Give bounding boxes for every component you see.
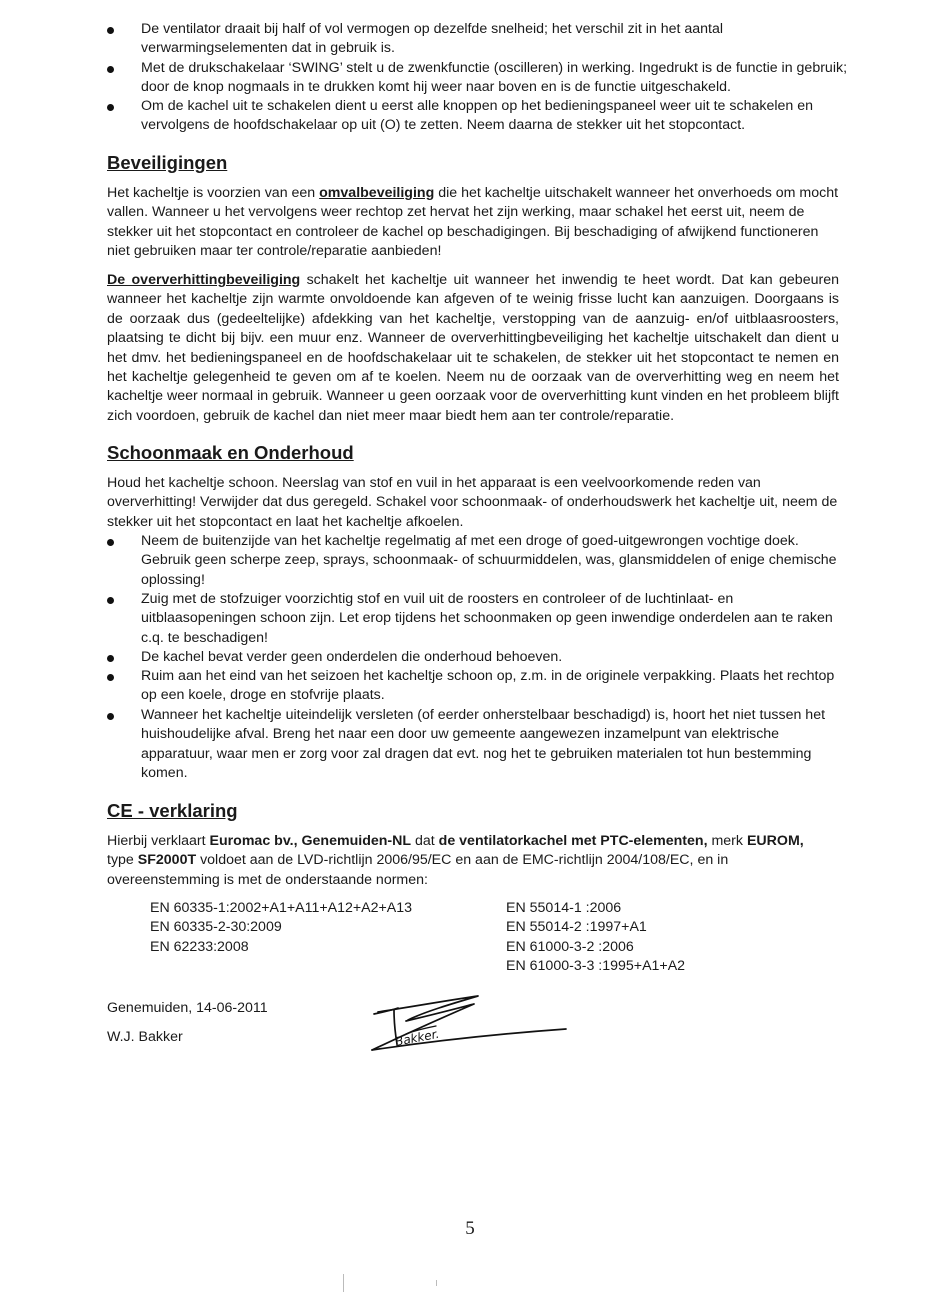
signature-text: Bakker. [393, 1026, 441, 1049]
bullet-icon [107, 66, 114, 73]
standards-list-left [150, 899, 412, 957]
bullet-icon [107, 674, 114, 681]
paragraph-onderhoud-intro: Houd het kacheltje schoon. Neerslag van stof en vuil in het apparaat is een veelvoorkomende reden van oververhitting! Verwijder dat dus geregeld. Schakel voor schoonmaak- of onderhoudswerk het kacheltje uit, neem de stekker uit het stopcontact en laat het kacheltje afkoelen. [107, 475, 838, 530]
bullet-icon [107, 713, 114, 720]
place-date: Genemuiden, 14-06-2011 [107, 1000, 268, 1016]
standard-item: EN 55014-1 :2006 [506, 900, 622, 916]
term-omvalbeveiliging: omvalbeveiliging [319, 185, 435, 201]
standard-item: EN 61000-3-3 :1995+A1+A2 [506, 958, 686, 975]
standard-item: EN 61000-3-2 :2006 [506, 938, 634, 955]
standard-item: EN 60335-2-30:2009 [150, 919, 282, 936]
signature [366, 990, 576, 1056]
list-item: Ruim aan het eind van het seizoen het kacheltje schoon op, z.m. in de originele verpakking. Plaats het rechtop op een koele, droge en stofvrije plaats. [107, 667, 847, 706]
standard-item: EN 55014-2 :1997+A1 [506, 919, 647, 936]
list-item: De kachel bevat verder geen onderdelen die onderhoud behoeven. [107, 648, 847, 667]
bullet-icon [107, 539, 114, 546]
list-item: Neem de buitenzijde van het kacheltje regelmatig af met een droge of goed-uitgewrongen vochtige doek. Gebruik geen scherpe zeep, sprays, schoonmaak- of schuurmiddelen, was, glansmiddelen of enige chemische oplossing! [107, 532, 847, 590]
product-type: SF2000T [137, 852, 197, 869]
scan-mark [343, 1274, 344, 1292]
list-item: Wanneer het kacheltje uiteindelijk versleten (of eerder onherstelbaar beschadigd) is, hoort het niet tussen het huishoudelijke afval. Breng het naar een door uw gemeente aangewezen inzamelpunt van elektrische apparatuur, waar men er zorg voor zal dragen dat evt. nog het te gebruiken materialen tot hun bestemming komen. [107, 706, 847, 784]
paragraph-ce-declaration: Hierbij verklaart Euromac bv., Genemuiden-NL dat de ventilatorkachel met PTC-elementen, merk EUROM, type SF2000T voldoet aan de LVD-richtlijn 2006/95/EC en aan de EMC-richtlijn 2004/108/EC, en in overeenstemming is met de onderstaande normen: [107, 833, 804, 888]
paragraph-omvalbeveiliging: Het kacheltje is voorzien van een omvalbeveiliging die het kacheltje uitschakelt wanneer het onverhoeds om mocht vallen. Wanneer u het vervolgens weer rechtop zet hervat het zijn werking, maar schakel het eerst uit, neem de stekker uit het stopcontact en controleer de kachel op beschadigingen. Bij beschadiging of afwijkend functioneren niet gebruiken maar ter controle/reparatie aanbieden! [107, 185, 839, 260]
product-name: de ventilatorkachel met PTC-elementen, [438, 833, 708, 849]
section-heading-beveiligingen: Beveiligingen [107, 152, 228, 173]
brand-name: EUROM, [746, 833, 804, 849]
paragraph-oververhitting: De oververhittingbeveiliging schakelt het kacheltje uit wanneer het inwendig te heet wordt. Dat kan gebeuren wanneer het kacheltje zijn warmte onvoldoende kan afgeven of te weinig frisse lucht kan aanzuigen. Doorgaans is de oorzaak dus (gedeeltelijke) afdekking van het kacheltje, verstopping van de aanzuig- en/of uitblaasroosters, plaatsing te dicht bij bijv. een muur enz. Wanneer de oververhittingbeveiliging het kacheltje uitschakelt dan dient u het dmv. het bedieningspaneel en de hoofdschakelaar uit te schakelen, de stekker uit het stopcontact te nemen en het kacheltje gelegenheid te geven om af te koelen. Neem nu de oorzaak van de oververhitting weg en neem het kacheltje weer normaal in gebruik. Wanneer u geen oorzaak voor de oververhitting kunt vinden en het probleem blijft zich voordoen, gebruik de kachel dan niet meer maar biedt hem aan ter controle/reparatie. [107, 272, 839, 424]
list-item: De ventilator draait bij half of vol vermogen op dezelfde snelheid; het verschil zit in het aantal verwarmingselementen dat in gebruik is. [107, 20, 847, 59]
list-item: Met de drukschakelaar ‘SWING’ stelt u de zwenkfunctie (oscilleren) in werking. Ingedrukt is de functie in gebruik; door de knop nogmaals in te drukken komt hij weer naar boven en is de functie uitgeschakeld. [107, 59, 847, 98]
bullet-icon [107, 655, 114, 662]
standard-item: EN 60335-1:2002+A1+A11+A12+A2+A13 [150, 900, 413, 916]
bullet-icon [107, 27, 114, 34]
term-oververhittingbeveiliging: De oververhittingbeveiliging [107, 272, 301, 288]
bullet-icon [107, 104, 114, 111]
list-item: Om de kachel uit te schakelen dient u eerst alle knoppen op het bedieningspaneel weer uit te schakelen en vervolgens de hoofdschakelaar op uit (O) te zetten. Neem daarna de stekker uit het stopcontact. [107, 97, 847, 136]
standards-list-right [506, 899, 685, 977]
section-heading-ce: CE - verklaring [107, 800, 238, 821]
standard-item: EN 62233:2008 [150, 938, 249, 955]
company-name: Euromac bv., Genemuiden-NL [209, 833, 412, 849]
scan-mark [436, 1280, 437, 1286]
list-item: Zuig met de stofzuiger voorzichtig stof en vuil uit de roosters en controleer of de luchtinlaat- en uitblaasopeningen schoon zijn. Let erop tijdens het schoonmaken op geen inwendige onderdelen aan te raken c.q. te beschadigen! [107, 590, 847, 648]
bullet-icon [107, 597, 114, 604]
signatory-name: W.J. Bakker [107, 1029, 183, 1045]
section-heading-onderhoud: Schoonmaak en Onderhoud [107, 442, 354, 463]
page-number: 5 [465, 1218, 475, 1239]
